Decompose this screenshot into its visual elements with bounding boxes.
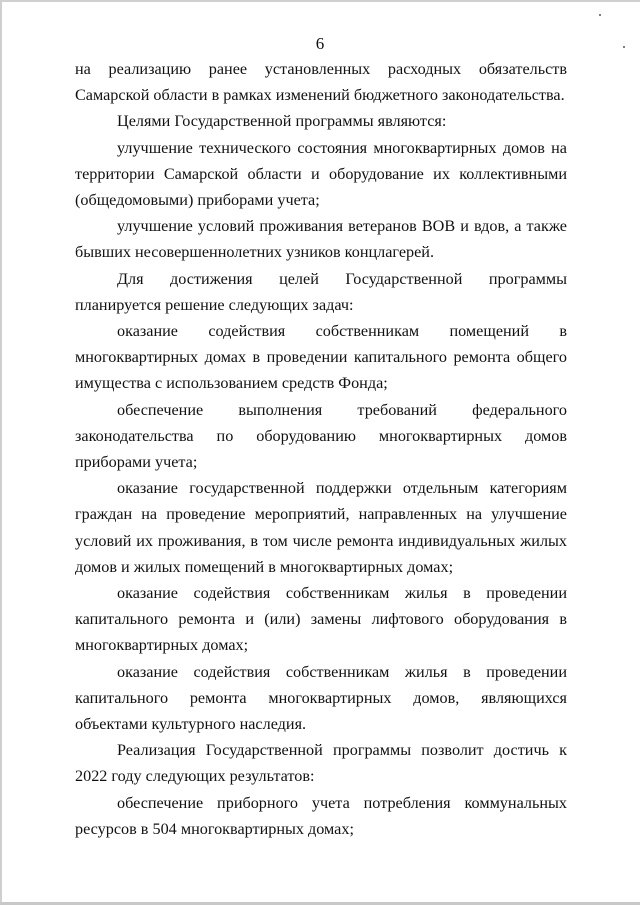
paragraph-task-3: оказание государственной поддержки отдельным категориям граждан на проведение мероприятий, направленных на улучшение условий их проживания, в том числе ремонта индивидуальных жилых домов и жилых помещений в многоквартирных домах; [75, 479, 567, 576]
paragraph-task-5: оказание содействия собственникам жилья в проведении капитального ремонта многоквартирных домов, являющихся объектами культурного наследия. [75, 662, 567, 734]
paragraph-task-4: оказание содействия собственникам жилья в проведении капитального ремонта и (или) замены лифтового оборудования в многоквартирных домах; [75, 584, 567, 655]
paragraph-results-intro: Реализация Государственной программы позволит достичь к 2022 году следующих результатов: [75, 741, 567, 786]
scan-speck [599, 14, 601, 16]
paragraph-continuation: на реализацию ранее установленных расходных обязательств Самарской области в рамках изменений бюджетного законодательства. [75, 60, 567, 105]
paragraph-task-1: оказание содействия собственникам помещений в многоквартирных домах в проведении капитального ремонта общего имущества с использованием средств Фонда; [75, 322, 567, 393]
paragraph-result-1: обеспечение приборного учета потребления коммунальных ресурсов в 504 многоквартирных домах; [75, 793, 567, 838]
paragraph-goal-2: улучшение условий проживания ветеранов ВОВ и вдов, а также бывших несовершеннолетних узников концлагерей. [75, 217, 567, 262]
document-body [75, 56, 567, 842]
scan-edge-top [0, 0, 640, 2]
paragraph-tasks-intro: Для достижения целей Государственной программы планируется решение следующих задач: [75, 269, 567, 314]
scan-edge-left [0, 0, 2, 905]
page-number: 6 [315, 34, 325, 53]
paragraph-goal-1: улучшение технического состояния многоквартирных домов на территории Самарской области и оборудование их коллективными (общедомовыми) приборами учета; [75, 138, 567, 210]
paragraph-goals-intro: Целями Государственной программы являются: [117, 112, 447, 131]
paragraph-task-2: обеспечение выполнения требований федерального законодательства по оборудованию многоквартирных домов приборами учета; [75, 400, 567, 472]
